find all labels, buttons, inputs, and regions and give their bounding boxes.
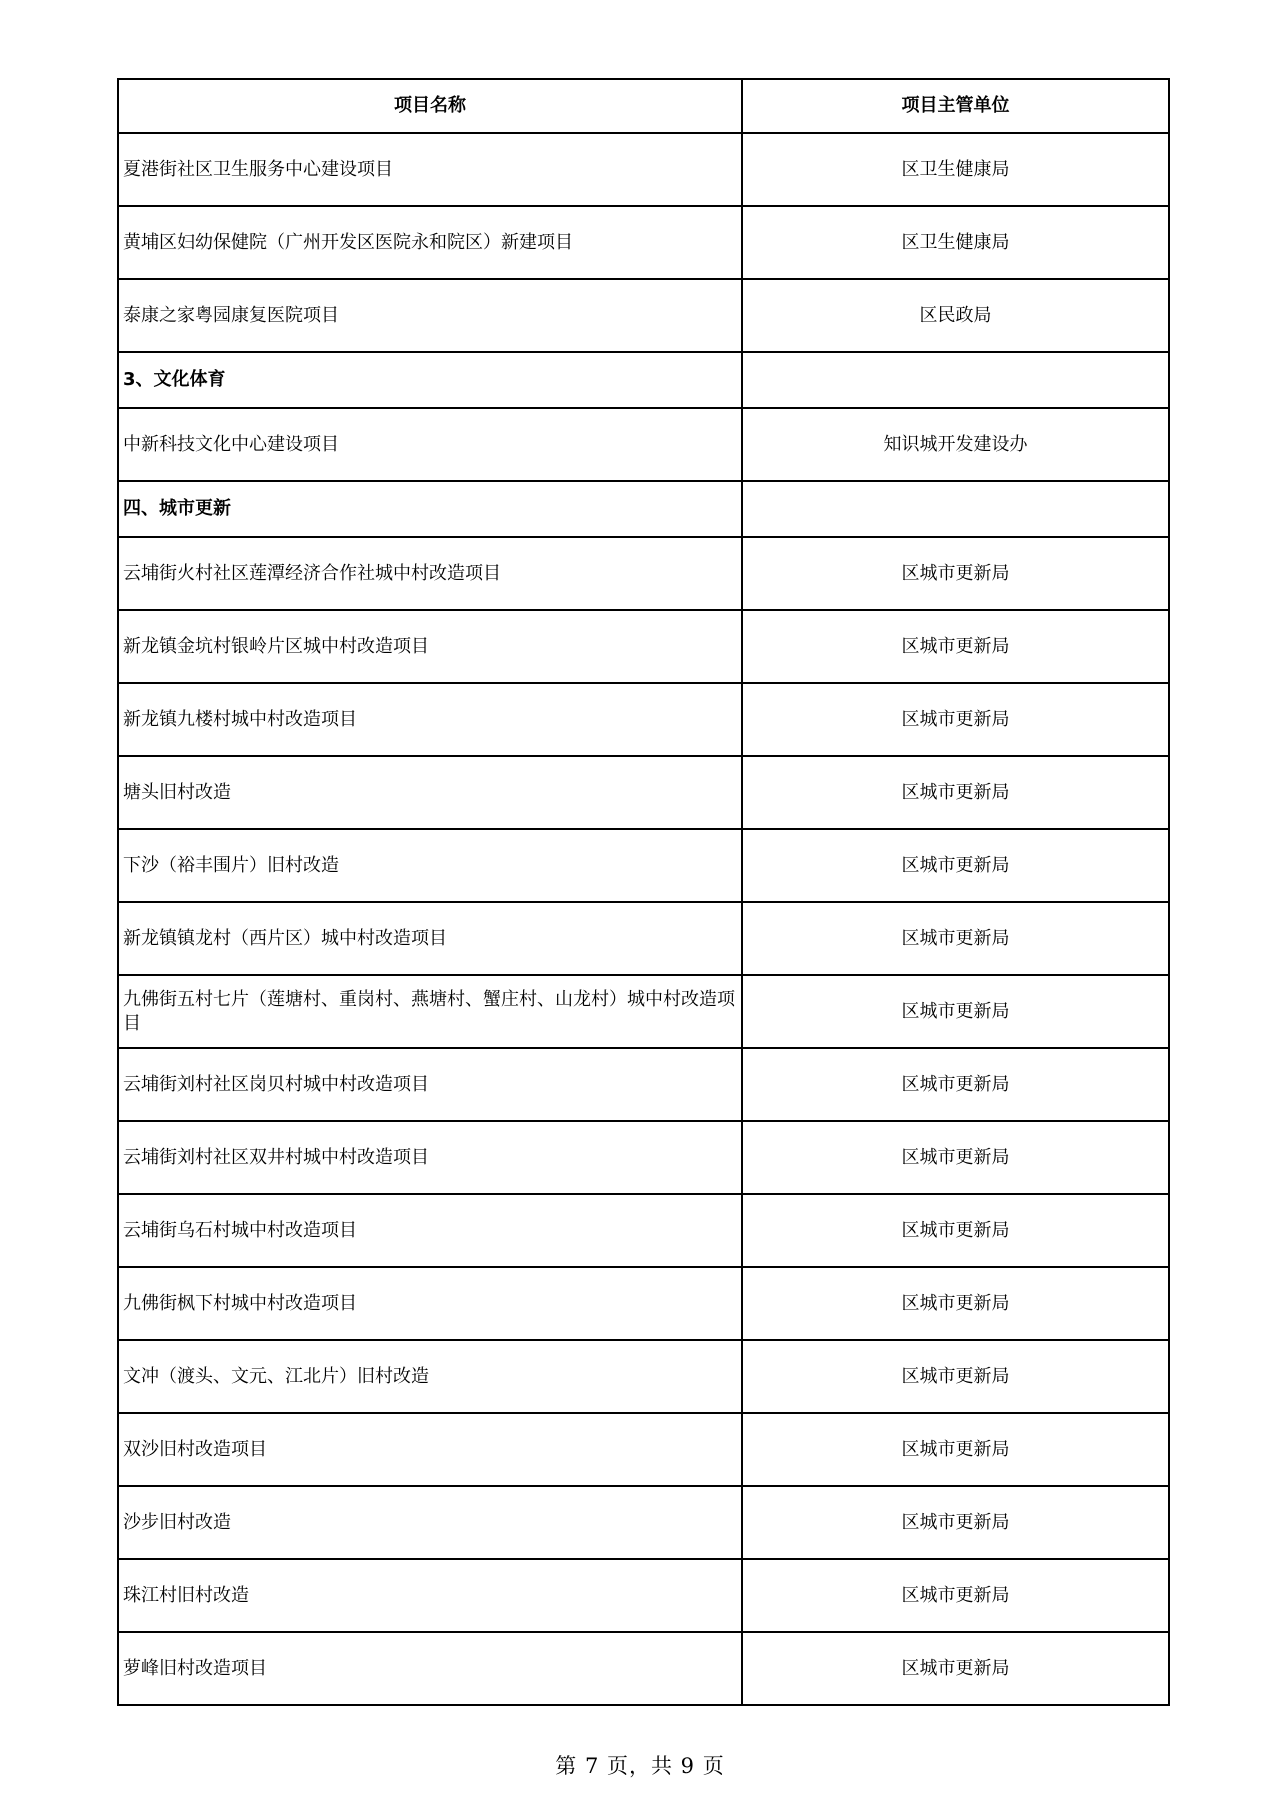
project-name-cell: 泰康之家粤园康复医院项目 xyxy=(118,279,742,352)
managing-unit-cell: 区城市更新局 xyxy=(742,902,1169,975)
table-row xyxy=(118,683,1169,756)
project-name-cell: 九佛街五村七片（莲塘村、重岗村、燕塘村、蟹庄村、山龙村）城中村改造项目 xyxy=(118,975,742,1048)
managing-unit-cell: 区城市更新局 xyxy=(742,1194,1169,1267)
project-name-cell: 沙步旧村改造 xyxy=(118,1486,742,1559)
project-name-cell: 萝峰旧村改造项目 xyxy=(118,1632,742,1705)
managing-unit-cell xyxy=(742,481,1169,537)
table-row xyxy=(118,829,1169,902)
table-row xyxy=(118,902,1169,975)
project-name-cell: 双沙旧村改造项目 xyxy=(118,1413,742,1486)
project-name-cell: 中新科技文化中心建设项目 xyxy=(118,408,742,481)
table-row xyxy=(118,279,1169,352)
header-project-name: 项目名称 xyxy=(118,79,742,133)
project-name-cell: 珠江村旧村改造 xyxy=(118,1559,742,1632)
table-row xyxy=(118,133,1169,206)
managing-unit-cell: 区城市更新局 xyxy=(742,1413,1169,1486)
table-row xyxy=(118,610,1169,683)
table-row xyxy=(118,756,1169,829)
section-title: 3、文化体育 xyxy=(118,352,742,408)
project-name-cell: 云埔街火村社区莲潭经济合作社城中村改造项目 xyxy=(118,537,742,610)
table-row xyxy=(118,537,1169,610)
project-name-cell: 新龙镇九楼村城中村改造项目 xyxy=(118,683,742,756)
section-row xyxy=(118,481,1169,537)
project-name-cell: 云埔街刘村社区双井村城中村改造项目 xyxy=(118,1121,742,1194)
managing-unit-cell: 区城市更新局 xyxy=(742,1048,1169,1121)
table-row xyxy=(118,1121,1169,1194)
table-row xyxy=(118,1267,1169,1340)
table-row xyxy=(118,1048,1169,1121)
managing-unit-cell: 区城市更新局 xyxy=(742,975,1169,1048)
managing-unit-cell: 区卫生健康局 xyxy=(742,133,1169,206)
project-name-cell: 新龙镇金坑村银岭片区城中村改造项目 xyxy=(118,610,742,683)
table-row xyxy=(118,975,1169,1048)
managing-unit-cell: 区城市更新局 xyxy=(742,756,1169,829)
project-name-cell: 塘头旧村改造 xyxy=(118,756,742,829)
page-number: 第 7 页，共 9 页 xyxy=(555,1754,725,1778)
table-row xyxy=(118,1486,1169,1559)
table-body xyxy=(118,133,1169,1705)
managing-unit-cell: 区卫生健康局 xyxy=(742,206,1169,279)
table-row xyxy=(118,1559,1169,1632)
project-name-cell: 夏港街社区卫生服务中心建设项目 xyxy=(118,133,742,206)
project-name-cell: 云埔街乌石村城中村改造项目 xyxy=(118,1194,742,1267)
managing-unit-cell: 区城市更新局 xyxy=(742,1267,1169,1340)
project-name-cell: 新龙镇镇龙村（西片区）城中村改造项目 xyxy=(118,902,742,975)
managing-unit-cell: 区城市更新局 xyxy=(742,610,1169,683)
project-name-cell: 黄埔区妇幼保健院（广州开发区医院永和院区）新建项目 xyxy=(118,206,742,279)
header-managing-unit: 项目主管单位 xyxy=(742,79,1169,133)
project-name-cell: 九佛街枫下村城中村改造项目 xyxy=(118,1267,742,1340)
table-row xyxy=(118,1413,1169,1486)
project-name-cell: 下沙（裕丰围片）旧村改造 xyxy=(118,829,742,902)
managing-unit-cell: 区城市更新局 xyxy=(742,1632,1169,1705)
managing-unit-cell: 区城市更新局 xyxy=(742,1121,1169,1194)
table-row xyxy=(118,206,1169,279)
table-row xyxy=(118,1340,1169,1413)
table-row xyxy=(118,1194,1169,1267)
project-name-cell: 文冲（渡头、文元、江北片）旧村改造 xyxy=(118,1340,742,1413)
section-row xyxy=(118,352,1169,408)
managing-unit-cell: 区城市更新局 xyxy=(742,683,1169,756)
managing-unit-cell: 区民政局 xyxy=(742,279,1169,352)
managing-unit-cell: 知识城开发建设办 xyxy=(742,408,1169,481)
project-table xyxy=(117,78,1170,1706)
section-title: 四、城市更新 xyxy=(118,481,742,537)
managing-unit-cell: 区城市更新局 xyxy=(742,1340,1169,1413)
managing-unit-cell: 区城市更新局 xyxy=(742,829,1169,902)
project-name-cell: 云埔街刘村社区岗贝村城中村改造项目 xyxy=(118,1048,742,1121)
managing-unit-cell: 区城市更新局 xyxy=(742,1559,1169,1632)
managing-unit-cell: 区城市更新局 xyxy=(742,537,1169,610)
table-row xyxy=(118,1632,1169,1705)
table-row xyxy=(118,408,1169,481)
managing-unit-cell xyxy=(742,352,1169,408)
managing-unit-cell: 区城市更新局 xyxy=(742,1486,1169,1559)
table-header-row xyxy=(118,79,1169,133)
